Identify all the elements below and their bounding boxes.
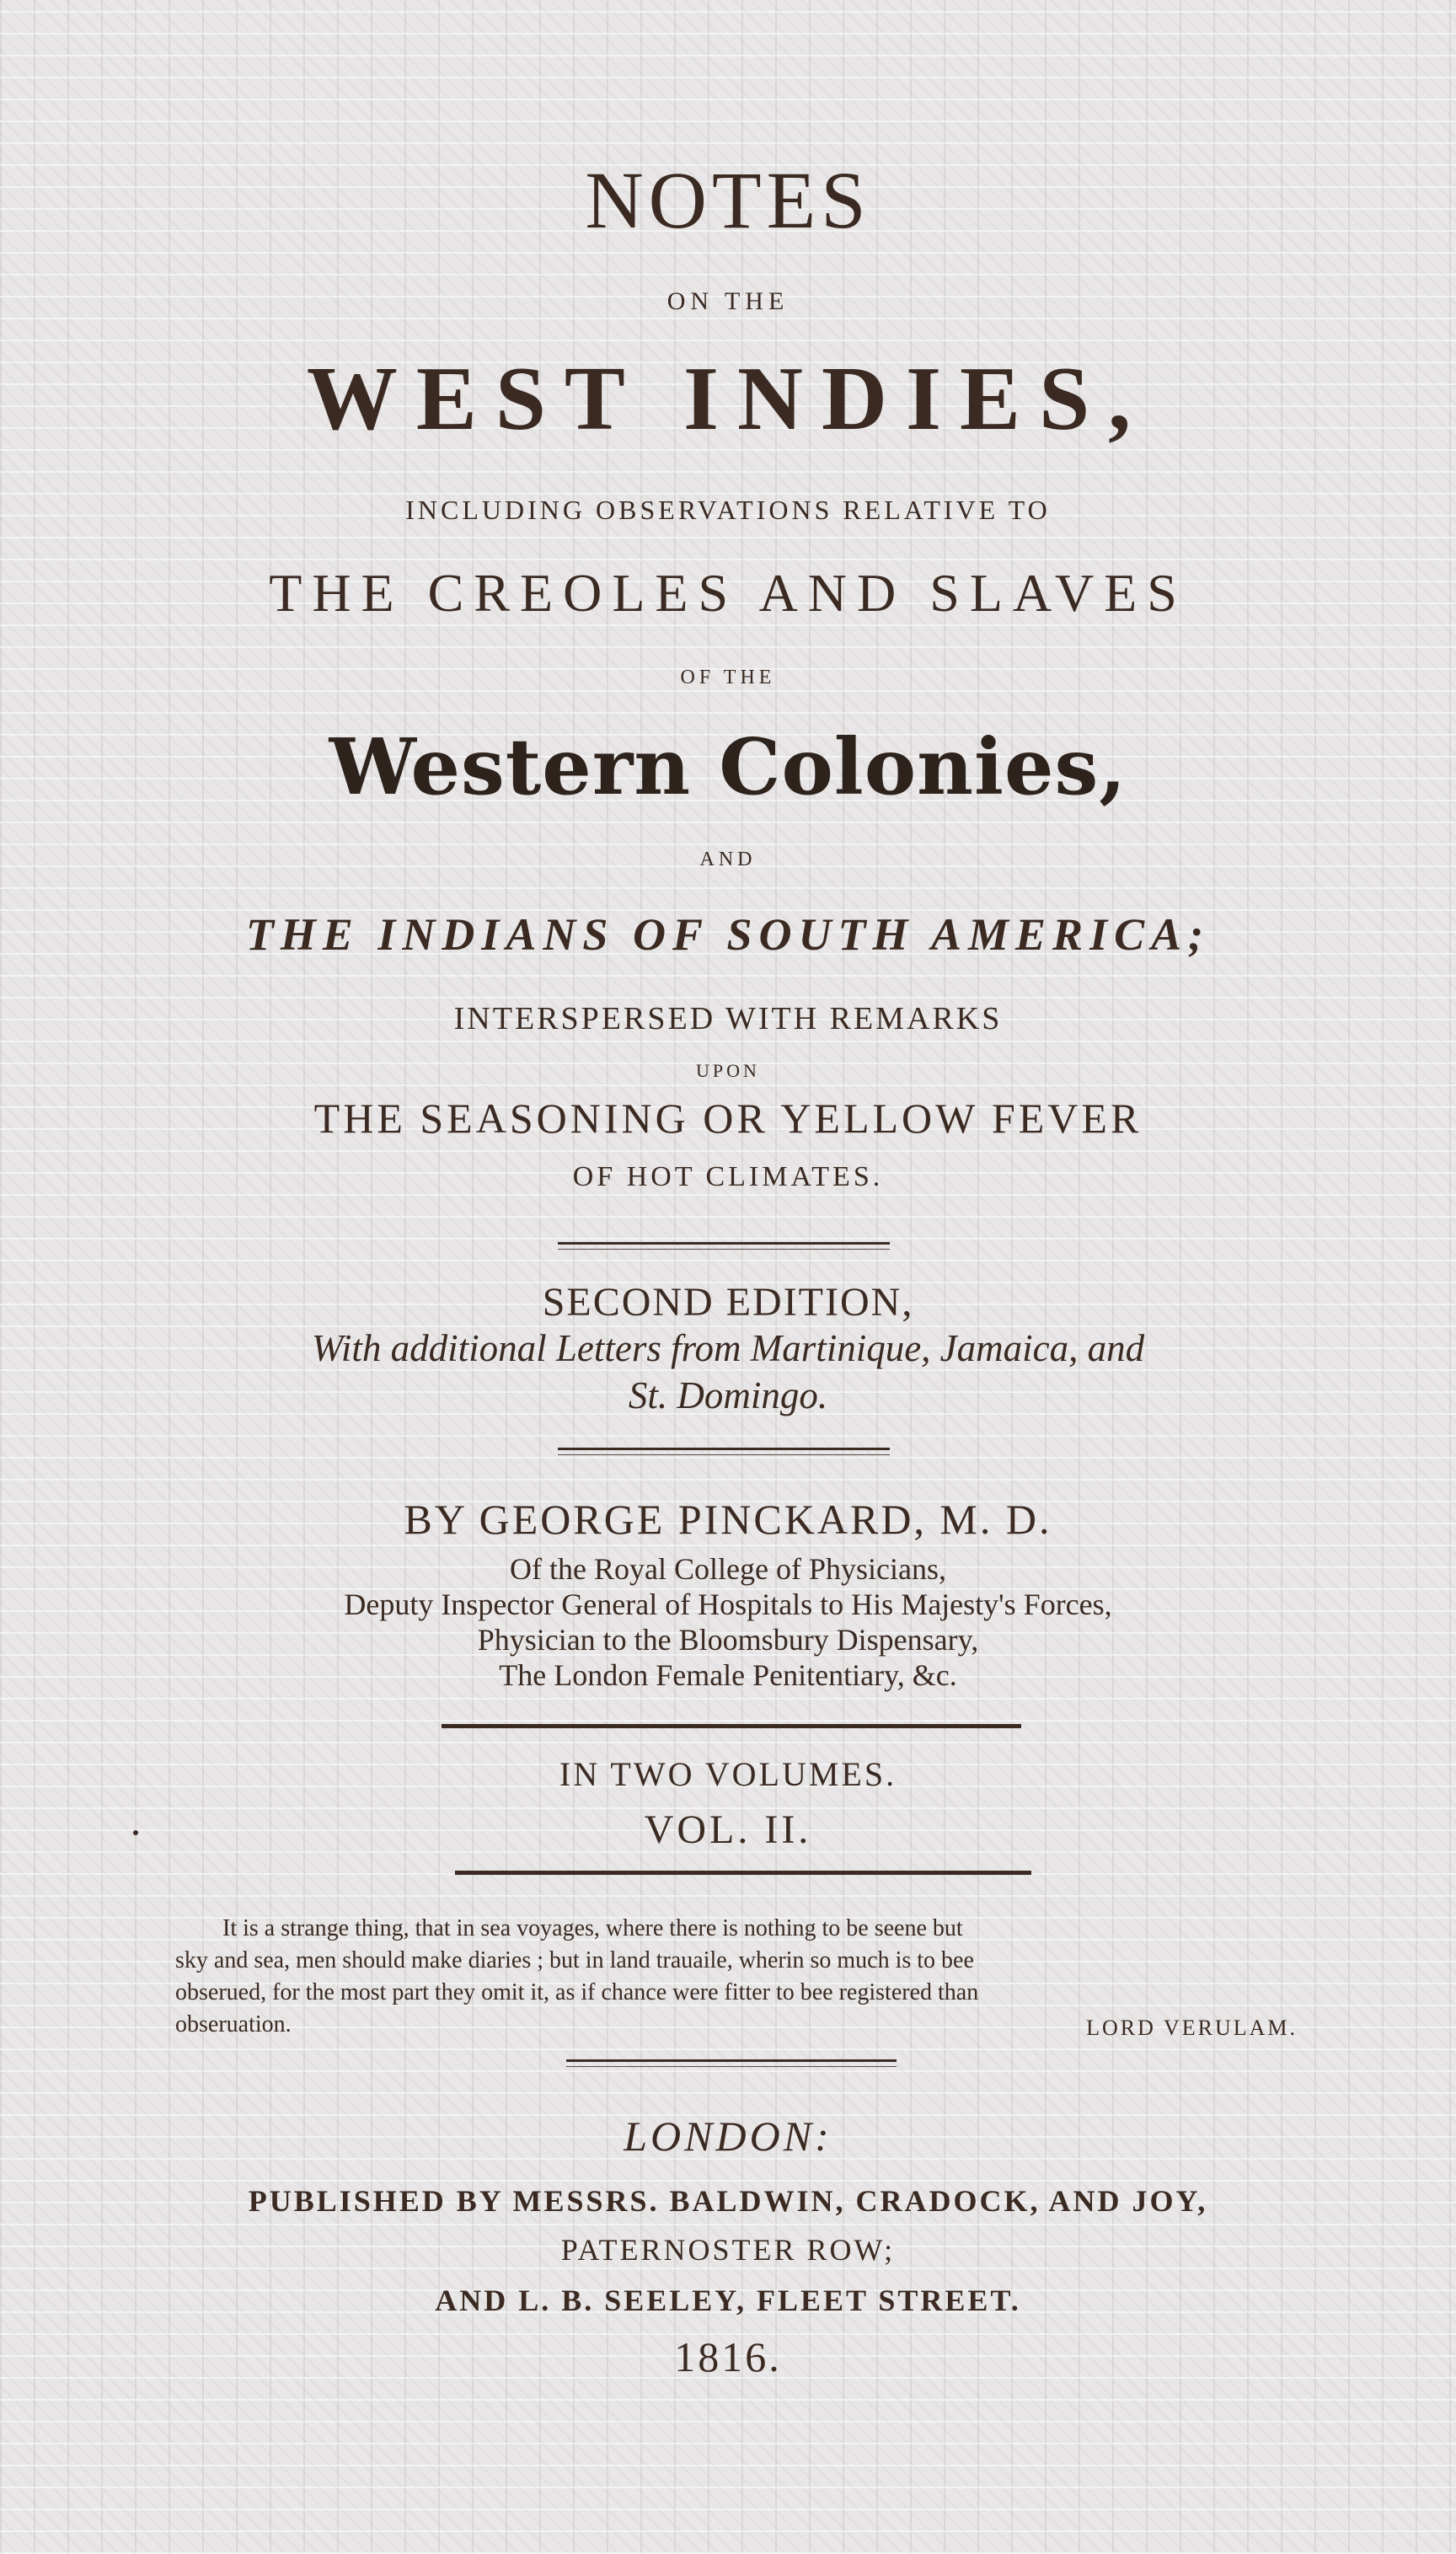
divider-5 — [566, 2059, 897, 2067]
divider-4 — [455, 1871, 1031, 1875]
epigraph-line-2: sky and sea, men should make diaries ; but in land trauaile, wherin so much is to bee — [175, 1947, 974, 1973]
subtitle-hot-climates: OF HOT CLIMATES. — [572, 1161, 884, 1192]
title-west-indies: WEST INDIES, — [306, 349, 1150, 449]
divider-1 — [558, 1242, 890, 1250]
subtitle-creoles: THE CREOLES AND SLAVES — [269, 563, 1187, 623]
subtitle-including: INCLUDING OBSERVATIONS RELATIVE TO — [405, 495, 1051, 525]
epigraph-line-1: It is a strange thing, that in sea voyages, where there is nothing to be seene but — [222, 1915, 963, 1941]
margin-mark — [133, 1830, 138, 1835]
subtitle-upon: UPON — [696, 1060, 760, 1081]
subtitle-and: AND — [699, 849, 757, 870]
imprint-street: PATERNOSTER ROW; — [560, 2233, 896, 2267]
subtitle-of-the: OF THE — [680, 667, 776, 688]
edition-label: SECOND EDITION, — [542, 1280, 914, 1325]
author-credential-2: Deputy Inspector General of Hospitals to His Majesty's Forces, — [344, 1588, 1112, 1621]
title-on-the: ON THE — [666, 287, 790, 315]
divider-3 — [442, 1724, 1021, 1728]
divider-2 — [558, 1448, 890, 1455]
subtitle-seasoning: THE SEASONING OR YELLOW FEVER — [313, 1095, 1143, 1142]
epigraph-line-3: obserued, for the most part they omit it, as if chance were fitter to bee registered than — [175, 1979, 979, 2005]
subtitle-interspersed: INTERSPERSED WITH REMARKS — [453, 1001, 1003, 1036]
author-credential-3: Physician to the Bloomsbury Dispensary, — [477, 1623, 979, 1657]
edition-line-2: St. Domingo. — [628, 1374, 828, 1416]
volumes-count: IN TWO VOLUMES. — [559, 1755, 897, 1793]
edition-line-1: With additional Letters from Martinique, Jamaica, and — [311, 1327, 1145, 1369]
subtitle-western-colonies: Western Colonies, — [329, 721, 1127, 812]
epigraph-line-4: obseruation. — [175, 2011, 292, 2037]
subtitle-indians: THE INDIANS OF SOUTH AMERICA; — [245, 909, 1211, 960]
author-byline: BY GEORGE PINCKARD, M. D. — [404, 1496, 1052, 1543]
author-credential-1: Of the Royal College of Physicians, — [510, 1552, 946, 1586]
volume-number: VOL. II. — [644, 1807, 812, 1852]
author-credential-4: The London Female Penitentiary, &c. — [499, 1658, 957, 1692]
imprint-city: LONDON: — [624, 2112, 832, 2160]
epigraph-attribution: LORD VERULAM. — [1086, 2016, 1298, 2040]
imprint-year: 1816. — [674, 2333, 782, 2380]
imprint-also: AND L. B. SEELEY, FLEET STREET. — [435, 2284, 1021, 2317]
imprint-publisher: PUBLISHED BY MESSRS. BALDWIN, CRADOCK, AND JOY, — [248, 2184, 1208, 2218]
title-notes: NOTES — [585, 155, 871, 245]
